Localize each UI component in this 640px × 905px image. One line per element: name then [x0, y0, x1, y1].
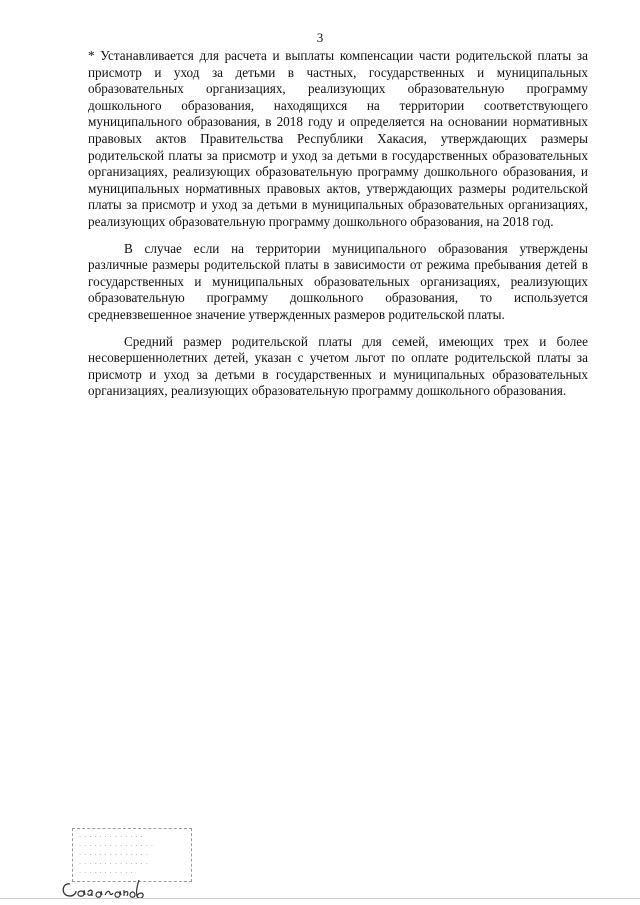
stamp-line: · · · · · · · · · · · · · — [79, 833, 144, 841]
stamp-line: · · · · · · · · · · · · · · — [79, 860, 149, 868]
body-paragraph-large-families: Средний размер родительской платы для семей, имеющих трех и более несовершеннолетних детей, указан с учетом льгот по оплате родительской платы за присмотр и уход за детьми в государственных и муниципальных образовательных организациях, реализующих образовательную программу дошкольного образования. — [88, 333, 588, 399]
page-number: 3 — [316, 30, 324, 45]
stamp-line: · · · · · · · · · · · · · · — [79, 851, 149, 859]
stamp-line: · · · · · · · · · · · — [79, 869, 133, 877]
footnote-paragraph: * Устанавливается для расчета и выплаты компенсации части родительской платы за присмотр и уход за детьми в частных, государственных и муниципальных образовательных организациях, реализующих образовательную программу дошкольного образования, находящихся на территории соответствующего муниципального образования, в 2018 году и определяется на основании нормативных правовых актов Правительства Республики Хакасия, утверждающих размеры родительской платы за присмотр и уход за детьми в государственных образовательных организациях, реализующих образовательную программу дошкольного образования, и муниципальных нормативных правовых актов, утверждающих размеры родительской платы за присмотр и уход за детьми в муниципальных образовательных организациях, реализующих образовательную программу дошкольного образования, на 2018 год. — [88, 48, 588, 229]
stamp-line: · · · · · · · · · · · · · · · — [79, 842, 154, 850]
document-body — [88, 48, 588, 410]
copy-stamp — [72, 828, 192, 882]
body-paragraph-weighted-average: В случае если на территории муниципального образования утверждены различные размеры родительской платы в зависимости от режима пребывания детей в государственных и муниципальных образовательных организациях, реализующих образовательную программу дошкольного образования, то используется средневзвешенное значение утвержденных размеров родительской платы. — [88, 240, 588, 322]
page-edge-line — [0, 898, 640, 899]
